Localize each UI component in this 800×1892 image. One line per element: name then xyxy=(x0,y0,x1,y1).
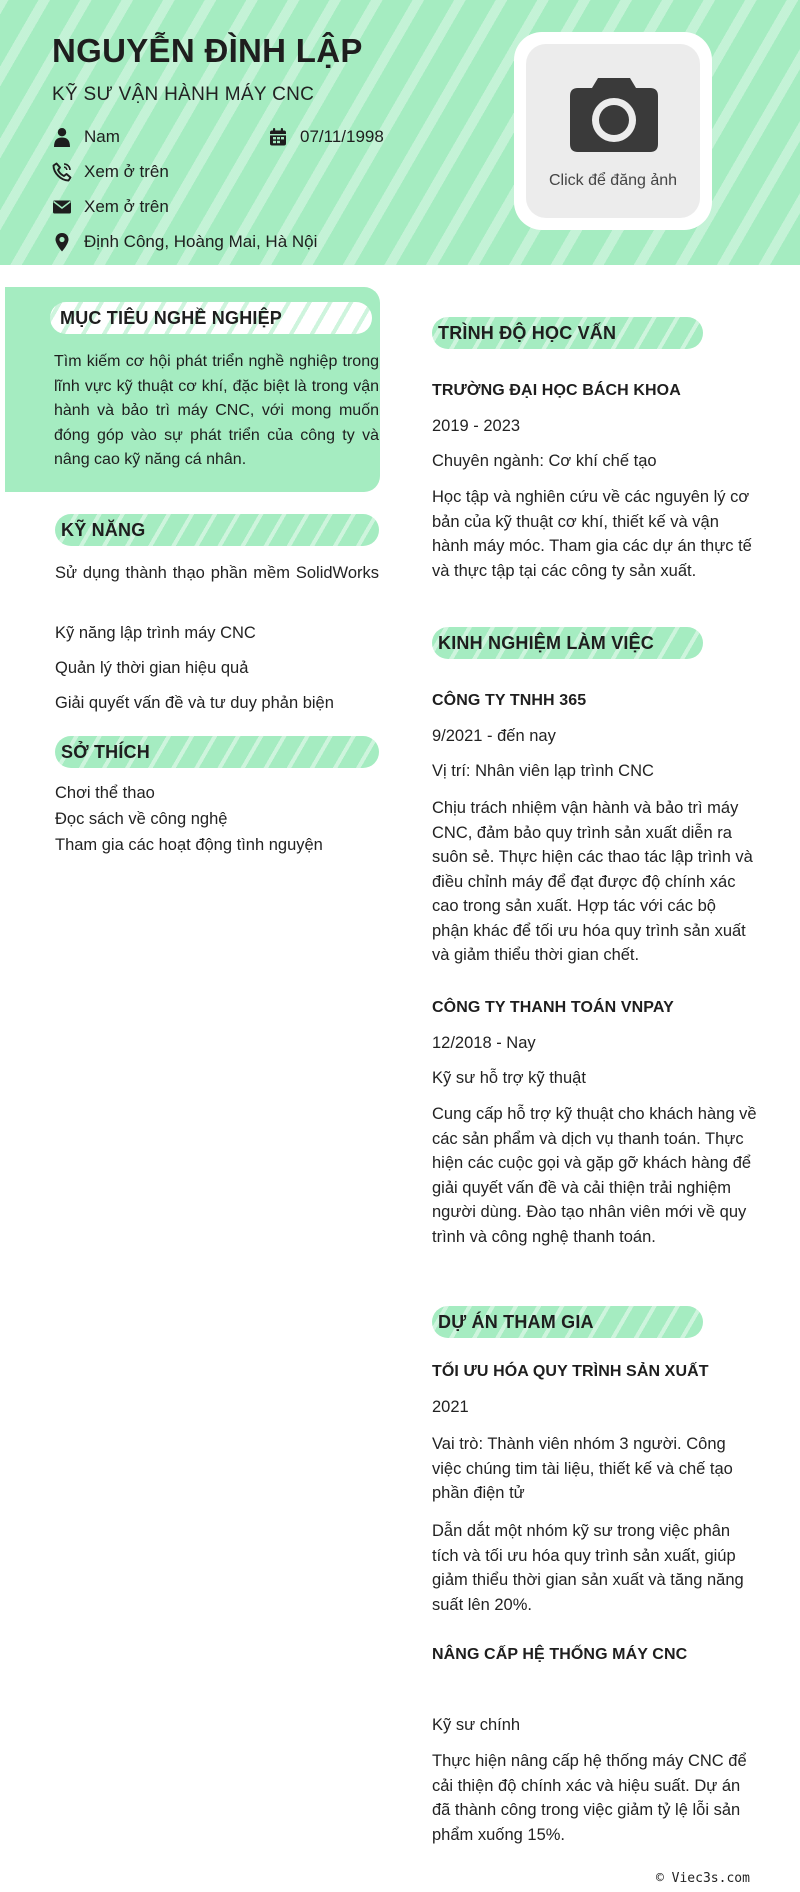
birthdate-value: 07/11/1998 xyxy=(300,127,384,146)
project-description: Dẫn dắt một nhóm kỹ sư trong việc phân tích và tối ưu hóa quy trình sản xuất, giúp giảm thiểu thời gian sản xuất và tăng năng suất lên 20%. xyxy=(432,1522,744,1614)
photo-placeholder[interactable] xyxy=(526,44,700,218)
camera-icon xyxy=(570,72,658,152)
birthdate-row xyxy=(268,127,384,147)
experience-heading: KINH NGHIỆM LÀM VIỆC xyxy=(432,627,703,659)
project-role: Vai trò: Thành viên nhóm 3 người. Công việc chúng tim tài liệu, thiết kế và chế tạo phần điện tử xyxy=(432,1435,733,1502)
projects-heading: DỰ ÁN THAM GIA xyxy=(432,1306,703,1338)
location-pin-icon xyxy=(52,232,72,252)
objective-heading: MỤC TIÊU NGHỀ NGHIỆP xyxy=(60,308,283,328)
photo-upload[interactable] xyxy=(514,32,712,230)
hobbies-heading: SỞ THÍCH xyxy=(55,736,379,768)
email-row xyxy=(52,197,169,217)
job-position: Vị trí: Nhân viên lạp trình CNC xyxy=(432,762,654,780)
header-banner xyxy=(0,0,800,265)
hobby-item: Tham gia các hoạt động tình nguyện xyxy=(55,836,323,854)
phone-row xyxy=(52,162,169,182)
email-value: Xem ở trên xyxy=(84,197,169,216)
phone-value: Xem ở trên xyxy=(84,162,169,181)
company-name: CÔNG TY TNHH 365 xyxy=(432,692,587,709)
gender-value: Nam xyxy=(84,127,120,146)
education-description: Học tập và nghiên cứu về các nguyên lý cơ bản của kỹ thuật cơ khí, thiết kế và vận hành máy móc. Tham gia các dự án thực tế và thực tập tại các công ty sản xuất. xyxy=(432,488,752,580)
job-position: Kỹ sư hỗ trợ kỹ thuật xyxy=(432,1069,586,1087)
address-row xyxy=(52,232,317,252)
project-name: NÂNG CẤP HỆ THỐNG MÁY CNC xyxy=(432,1646,688,1663)
education-major: Chuyên ngành: Cơ khí chế tạo xyxy=(432,452,657,470)
job-description: Cung cấp hỗ trợ kỹ thuật cho khách hàng về các sản phẩm và dịch vụ thanh toán. Thực hiện các cuộc gọi và gặp gỡ khách hàng để giải quyết vấn đề và cải thiện trải nghiệm người dùng. Đào tạo nhân viên mới về quy trình và công nghệ thanh toán. xyxy=(432,1105,757,1246)
person-icon xyxy=(52,127,72,147)
watermark: © Viec3s.com xyxy=(656,1871,750,1886)
skill-item: Kỹ năng lập trình máy CNC xyxy=(55,624,256,642)
calendar-icon xyxy=(268,127,288,147)
project-role: Kỹ sư chính xyxy=(432,1716,521,1734)
gender-row xyxy=(52,127,120,147)
hobby-item: Đọc sách về công nghệ xyxy=(55,810,228,828)
skill-item: Sử dụng thành thạo phần mềm SolidWorks xyxy=(55,564,379,582)
objective-text: Tìm kiếm cơ hội phát triển nghề nghiệp trong lĩnh vực kỹ thuật cơ khí, đặc biệt là trong vận hành và bảo trì máy CNC, với mong muốn đóng góp vào sự phát triển của công ty và nâng cao kỹ năng cá nhân. xyxy=(54,353,379,469)
skill-item: Giải quyết vấn đề và tư duy phản biện xyxy=(55,694,334,712)
skill-item: Quản lý thời gian hiệu quả xyxy=(55,659,249,677)
project-description: Thực hiện nâng cấp hệ thống máy CNC để cải thiện độ chính xác và hiệu suất. Dự án đã thành công trong việc giảm tỷ lệ lỗi sản phẩm xuống 15%. xyxy=(432,1752,747,1844)
education-heading: TRÌNH ĐỘ HỌC VẤN xyxy=(432,317,703,349)
envelope-icon xyxy=(52,197,72,217)
school-name: TRƯỜNG ĐẠI HỌC BÁCH KHOA xyxy=(432,382,681,399)
job-period: 9/2021 - đến nay xyxy=(432,727,556,745)
skills-heading: KỸ NĂNG xyxy=(55,514,379,546)
job-description: Chịu trách nhiệm vận hành và bảo trì máy CNC, đảm bảo quy trình sản xuất diễn ra suôn sẻ. Thực hiện các thao tác lập trình và điều chỉnh máy để đạt được độ chính xác cao trong sản xuất. Hợp tác với các bộ phận khác để tối ưu hóa quy trình sản xuất và giảm thiểu thời gian chết. xyxy=(432,799,753,964)
address-value: Định Công, Hoàng Mai, Hà Nội xyxy=(84,232,318,251)
job-period: 12/2018 - Nay xyxy=(432,1034,536,1052)
company-name: CÔNG TY THANH TOÁN VNPAY xyxy=(432,999,674,1016)
project-year: 2021 xyxy=(432,1398,469,1416)
education-period: 2019 - 2023 xyxy=(432,417,521,435)
candidate-name: NGUYỄN ĐÌNH LẬP xyxy=(52,32,363,69)
phone-icon xyxy=(52,162,72,182)
hobby-item: Chơi thể thao xyxy=(55,784,155,802)
project-name: TỐI ƯU HÓA QUY TRÌNH SẢN XUẤT xyxy=(432,1363,709,1380)
job-title: KỸ SƯ VẬN HÀNH MÁY CNC xyxy=(52,84,315,105)
photo-upload-label: Click để đăng ảnh xyxy=(548,172,678,189)
